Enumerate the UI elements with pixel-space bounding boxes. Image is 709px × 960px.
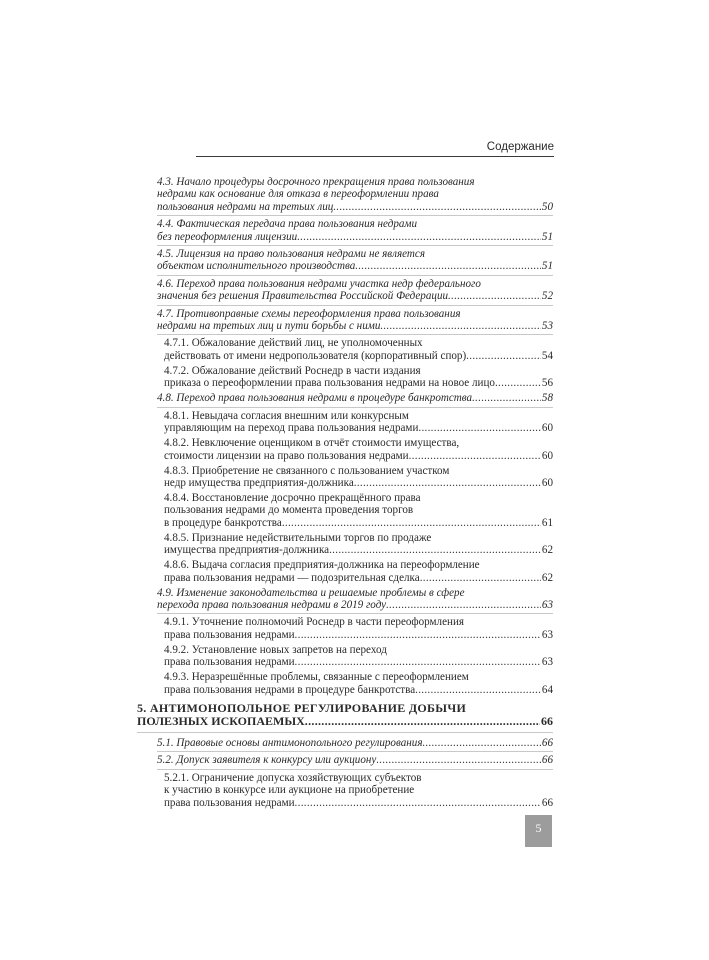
toc-page-number: 62 [541,544,553,557]
toc-page-number: 60 [541,449,553,462]
dot-leader [420,572,541,584]
page-number-box [525,815,552,847]
toc-subsection-entry [157,492,553,529]
toc-page-number: 52 [541,290,553,303]
toc-entry-last-line [164,656,553,668]
toc-entry-last-line [164,572,553,584]
toc-section-entry [157,587,553,615]
toc-entry-title: без переоформления лицензии [157,230,298,243]
toc-page-number: 66 [541,714,553,729]
toc-subsection-entry [157,365,553,390]
dot-leader [448,290,541,302]
toc-subsection-entry [157,772,553,809]
toc-entry-title: перехода права пользования недрами в 2019 году [157,598,387,611]
toc-entry-title: приказа о переоформлении права пользования недрами на новое лицо [164,377,495,390]
toc-entry-line: 5. АНТИМОНОПОЛЬНОЕ РЕГУЛИРОВАНИЕ ДОБЫЧИ [137,701,467,715]
toc-page-number: 63 [541,598,553,611]
dot-leader [409,450,541,462]
toc-entry-line: 4.7.2. Обжалование действий Роснедр в части издания [164,364,421,377]
dot-leader [472,392,541,404]
dot-leader [295,629,541,641]
toc-page-number: 58 [541,392,553,405]
toc-entry-last-line [157,290,553,302]
toc-entry-title: недрами на третьих лиц и пути борьбы с ними [157,320,381,333]
toc-section-entry [157,278,553,306]
page-number: 5 [535,821,542,835]
toc-page-number: 62 [541,571,553,584]
toc-entry-last-line [157,231,553,243]
toc-subsection-entry [157,532,553,557]
toc-entry-last-line [157,392,553,404]
toc-page-number: 61 [541,516,553,529]
toc-entry-line: недрами как основание для отказа в переоформлении права [157,188,439,201]
toc-section-entry [157,308,553,336]
toc-entry-last-line [164,544,553,556]
toc-entry-last-line [157,320,553,332]
toc-entry-title: управляющим на переход права пользования недрами [164,422,419,435]
toc-entry-title: 5.2. Допуск заявителя к конкурсу или аукциону [157,754,377,767]
toc-page-number: 66 [541,754,553,767]
toc-entry-title: пользования недрами на третьих лиц [157,200,334,213]
toc-page-number: 66 [541,736,553,749]
toc-entry-title: 4.8. Переход права пользования недрами в процедуре банкротства [157,392,473,405]
toc-entry-last-line [164,477,553,489]
toc-entry-title: права пользования недрами в процедуре банкротства [164,683,416,696]
toc-entry-last-line [164,797,553,809]
toc-subsection-entry [157,410,553,435]
dot-leader [355,260,541,272]
toc-entry-last-line [157,737,553,749]
toc-section-entry [157,218,553,246]
toc-entry-title: объектом исполнительного производства [157,260,356,273]
toc-entry-line: 4.8.3. Приобретение не связанного с пользованием участком [164,464,450,477]
dot-leader [466,350,541,362]
dot-leader [333,201,541,213]
toc-entry-line: 4.8.5. Признание недействительными торгов по продаже [164,531,432,544]
toc-entry-last-line [157,599,553,611]
toc-entry-line: 5.2.1. Ограничение допуска хозяйствующих субъектов [164,771,422,784]
toc-entry-last-line [164,350,553,362]
toc-section-entry [157,754,553,769]
dot-leader [418,422,541,434]
toc-section-entry [157,392,553,407]
toc-page-number: 64 [541,683,553,696]
toc-entry-title: права пользования недрами [164,796,295,809]
toc-subsection-entry [157,671,553,696]
toc-entry-title: действовать от имени недропользователя (корпоративный спор) [164,349,467,362]
toc-entry-line: 4.7. Противоправные схемы переоформления права пользования [157,307,461,320]
dot-leader [305,715,540,729]
toc-section-entry [157,176,553,216]
dot-leader [386,599,541,611]
dot-leader [297,231,541,243]
toc-entry-title: недр имущества предприятия-должника [164,476,354,489]
toc-chapter-entry [137,702,553,733]
toc-entry-line: 4.9.2. Установление новых запретов на переход [164,643,387,656]
running-header [196,140,554,157]
toc-subsection-entry [157,437,553,462]
toc-subsection-entry [157,465,553,490]
toc-page-number: 60 [541,422,553,435]
toc-entry-line: 4.8.1. Невыдача согласия внешним или конкурсным [164,409,409,422]
toc-entry-last-line [137,715,553,729]
toc-entry-title: значения без решения Правительства Российской Федерации [157,290,449,303]
toc-entry-line: пользования недрами до момента проведения торгов [164,504,414,517]
toc-entry-last-line [164,377,553,389]
table-of-contents [137,176,553,812]
toc-entry-line: 4.8.2. Невключение оценщиком в отчёт стоимости имущества, [164,437,460,450]
toc-page-number: 51 [541,260,553,273]
toc-entry-last-line [164,422,553,434]
toc-page-number: 63 [541,628,553,641]
toc-page-number: 56 [541,377,553,390]
dot-leader [295,797,541,809]
toc-page-number: 66 [541,796,553,809]
toc-subsection-entry [157,337,553,362]
toc-page-number: 63 [541,656,553,669]
toc-entry-title: права пользования недрами [164,656,295,669]
toc-page-number: 51 [541,230,553,243]
toc-entry-last-line [164,517,553,529]
toc-subsection-entry [157,644,553,669]
toc-entry-last-line [164,684,553,696]
toc-entry-line: 4.8.4. Восстановление досрочно прекращённого права [164,491,421,504]
toc-section-entry [157,248,553,276]
toc-entry-title: права пользования недрами [164,628,295,641]
toc-entry-last-line [157,260,553,272]
toc-entry-title: стоимости лицензии на право пользования недрами [164,449,409,462]
toc-entry-line: 4.9.1. Уточнение полномочий Роснедр в части переоформления [164,616,464,629]
toc-page-number: 54 [541,349,553,362]
toc-entry-line: 4.6. Переход права пользования недрами участка недр федерального [157,277,481,290]
toc-entry-line: 4.4. Фактическая передача права пользования недрами [157,218,418,231]
toc-entry-line: 4.9. Изменение законодательства и решаемые проблемы в сфере [157,586,465,599]
toc-entry-title: имущества предприятия-должника [164,544,330,557]
toc-page-number: 60 [541,476,553,489]
toc-page-number: 53 [541,320,553,333]
toc-entry-last-line [157,201,553,213]
header-title: Содержание [486,141,554,153]
toc-entry-line: 4.3. Начало процедуры досрочного прекращения права пользования [157,176,475,188]
toc-entry-line: к участию в конкурсе или аукционе на приобретение [164,784,415,797]
dot-leader [282,517,541,529]
toc-section-entry [157,737,553,752]
toc-entry-last-line [157,754,553,766]
dot-leader [295,656,541,668]
toc-entry-title: ПОЛЕЗНЫХ ИСКОПАЕМЫХ [137,714,305,729]
dot-leader [495,377,541,389]
toc-entry-title: 5.1. Правовые основы антимонопольного регулирования [157,736,423,749]
toc-entry-title: права пользования недрами — подозрительная сделка [164,571,420,584]
toc-entry-last-line [164,629,553,641]
dot-leader [422,737,540,749]
toc-entry-line: 4.9.3. Неразрешённые проблемы, связанные с переоформлением [164,671,469,684]
toc-subsection-entry [157,616,553,641]
dot-leader [354,477,541,489]
toc-page-number: 50 [541,200,553,213]
toc-entry-line: 4.8.6. Выдача согласия предприятия-должника на переоформление [164,559,480,572]
dot-leader [376,754,541,766]
dot-leader [380,320,541,332]
dot-leader [415,684,541,696]
dot-leader [329,544,541,556]
toc-entry-line: 4.7.1. Обжалование действий лиц, не уполномоченных [164,337,423,350]
toc-entry-last-line [164,450,553,462]
toc-entry-title: в процедуре банкротства [164,516,282,529]
toc-entry-line: 4.5. Лицензия на право пользования недрами не является [157,248,425,261]
toc-subsection-entry [157,559,553,584]
